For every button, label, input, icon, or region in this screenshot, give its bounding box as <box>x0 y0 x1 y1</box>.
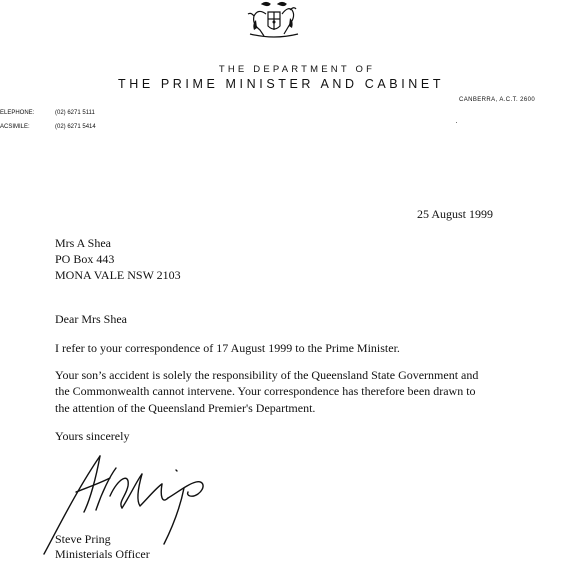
address-line-2: PO Box 443 <box>55 252 115 266</box>
address-line-1: Mrs A Shea <box>55 236 112 250</box>
coat-of-arms-icon <box>232 0 316 40</box>
department-name-line1: THE DEPARTMENT OF <box>218 64 376 75</box>
letter-date: 25 August 1999 <box>417 207 494 221</box>
telephone-number: (02) 6271 5111 <box>55 110 95 116</box>
paragraph-2-line-3: the attention of the Queensland Premier's Department. <box>55 401 316 415</box>
facsimile-number: (02) 6271 5414 <box>55 124 96 130</box>
salutation: Dear Mrs Shea <box>55 312 127 326</box>
address-line-3: MONA VALE NSW 2103 <box>55 268 181 282</box>
scan-speck <box>456 122 457 123</box>
paragraph-2-line-1: Your son’s accident is solely the responsibility of the Queensland State Government and <box>55 368 479 382</box>
telephone-label: ELEPHONE: <box>0 110 35 116</box>
closing: Yours sincerely <box>55 429 130 443</box>
facsimile-label: ACSIMILE: <box>0 124 30 130</box>
paragraph-2-line-2: the Commonwealth cannot intervene. Your correspondence has therefore been drawn to <box>55 384 476 398</box>
signatory-title: Ministerials Officer <box>55 547 150 561</box>
city-address: CANBERRA, A.C.T. 2600 <box>459 97 536 103</box>
paragraph-1: I refer to your correspondence of 17 August 1999 to the Prime Minister. <box>55 341 400 355</box>
signatory-name: Steve Pring <box>55 532 111 546</box>
department-name-line2: THE PRIME MINISTER AND CABINET <box>118 77 445 91</box>
